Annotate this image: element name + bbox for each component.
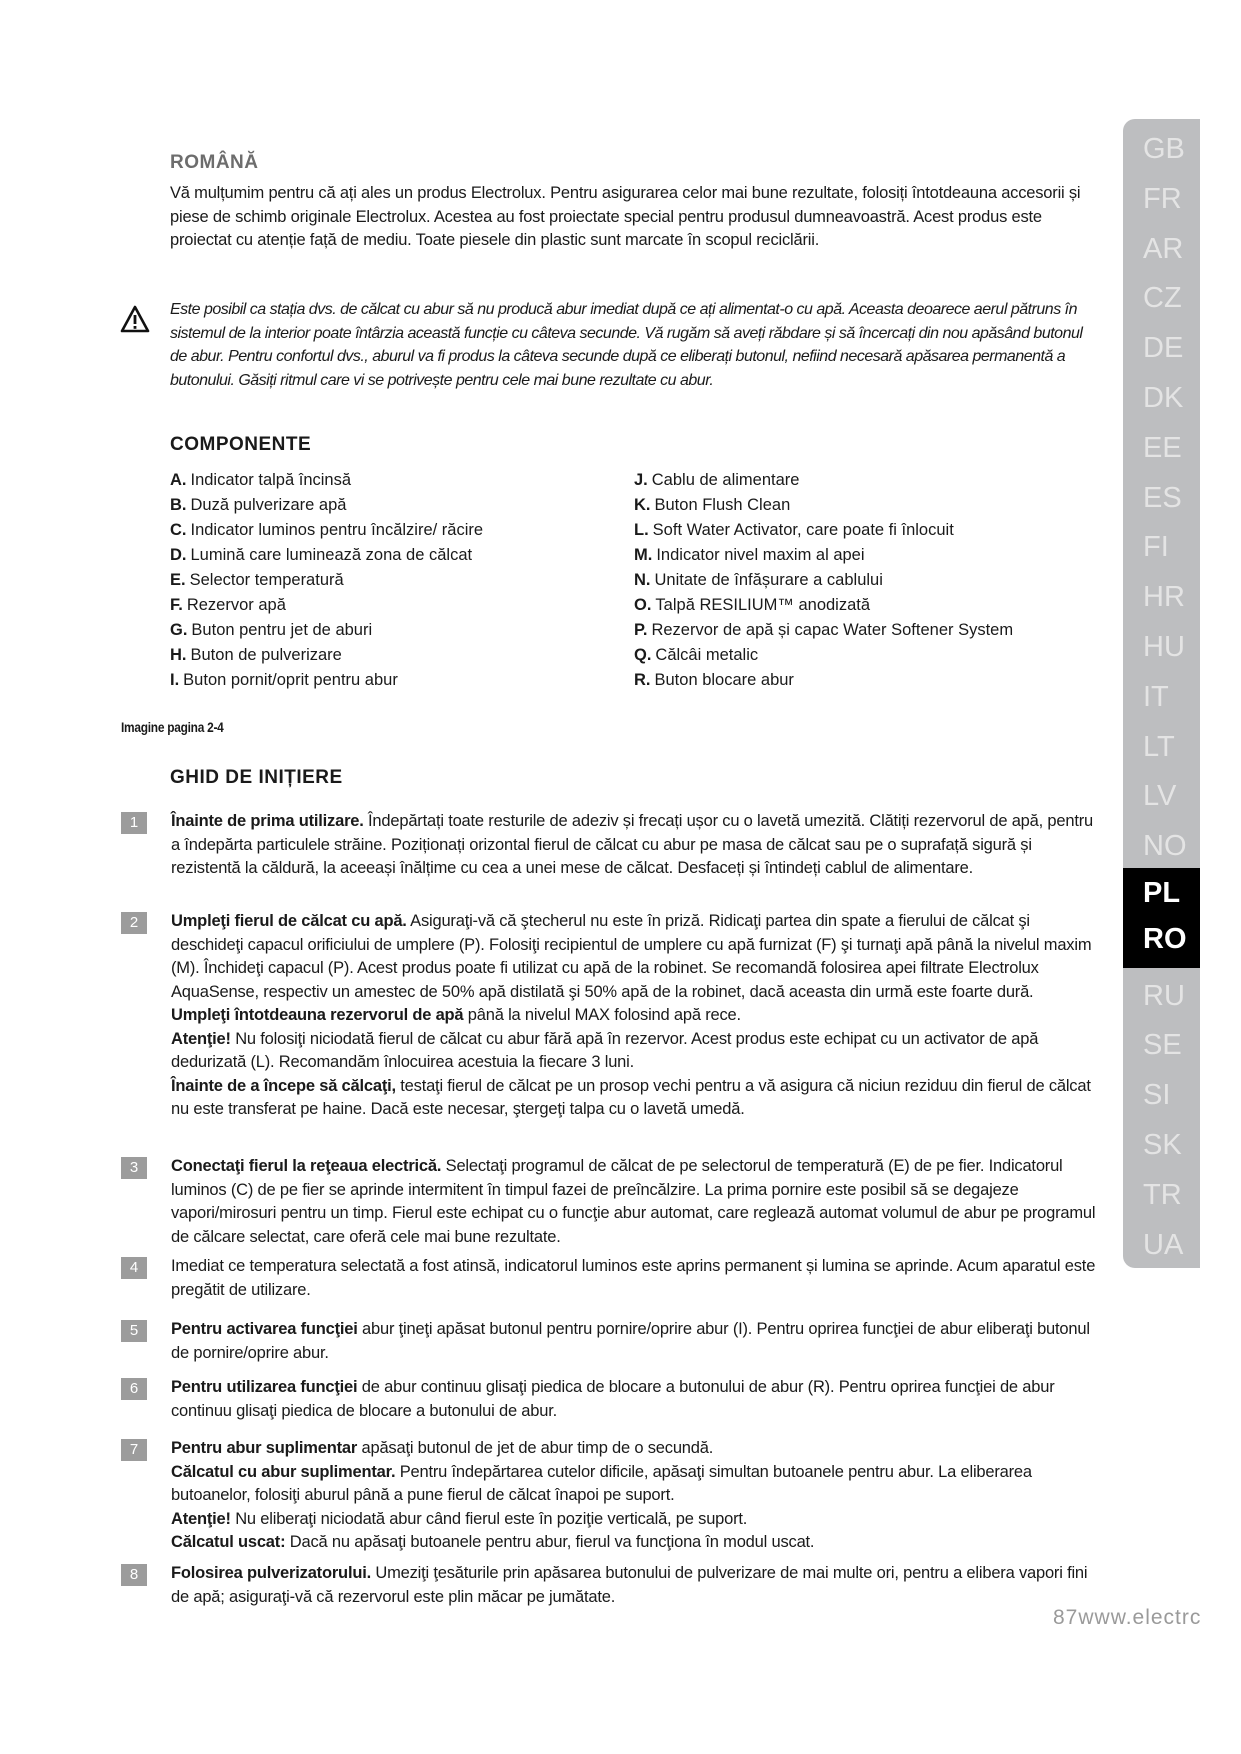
component-label: Selector temperatură [189, 571, 344, 589]
step-bold-lead: Umpleţi fierul de călcat cu apă. [171, 912, 407, 930]
language-tab-no[interactable]: NO [1143, 830, 1187, 863]
step-body: de abur continuu glisaţi piedica de blocare a butonului de abur (R). Pentru oprirea funcţiei de abur continuu glisaţi piedica de blocare a butonului de abur. [171, 1378, 1055, 1420]
language-tab-cz[interactable]: CZ [1143, 282, 1182, 315]
step-body: Nu folosiţi niciodată fierul de călcat cu abur fără apă în rezervor. Acest produs este echipat cu un activator de apă dedurizată (L). Recomandăm înlocuirea acestuia la fiecare 3 luni. [171, 1029, 1039, 1071]
language-tab-fi[interactable]: FI [1143, 531, 1169, 564]
step-paragraph [171, 1075, 1096, 1122]
warning-text: Este posibil ca stația dvs. de călcat cu abur să nu producă abur imediat după ce ați alimentat-o cu apă. Aceasta deoarece aerul pătruns în sistemul de la interior poate întârzia această funcție cu câteva secunde. Vă rugăm să aveți răbdare și să încercați din nou apăsând butonul de abur. Pentru confortul dvs., aburul va fi produs la câteva secunde după ce eliberați butonul, nefiind necesară apăsarea permanentă a butonului. Găsiți ritmul care vi se potrivește pentru cele mai bune rezultate cu abur. [170, 301, 1083, 389]
component-item [170, 543, 483, 568]
component-item [634, 493, 1013, 518]
component-key: E. [170, 571, 186, 589]
language-tab-si[interactable]: SI [1143, 1079, 1171, 1112]
component-key: A. [170, 471, 187, 489]
step-paragraph [171, 1028, 1096, 1075]
component-label: Buton blocare abur [654, 671, 794, 689]
image-reference: Imagine pagina 2-4 [121, 719, 224, 735]
guide-step [121, 1562, 1096, 1609]
component-key: Q. [634, 646, 652, 664]
guide-step [121, 810, 1096, 881]
step-bold-lead: Conectaţi fierul la reţeaua electrică. [171, 1157, 442, 1175]
step-bold-lead: Înainte de a începe să călcaţi, [171, 1076, 396, 1095]
step-text [171, 1437, 1096, 1555]
component-key: C. [170, 521, 187, 539]
language-tab-tr[interactable]: TR [1143, 1178, 1182, 1211]
component-label: Rezervor apă [186, 596, 286, 614]
language-tab-es[interactable]: ES [1143, 481, 1182, 514]
step-text [171, 1155, 1096, 1249]
step-paragraph [171, 1531, 1096, 1555]
component-item [634, 668, 1013, 693]
components-list-left [170, 468, 483, 693]
component-label: Cablu de alimentare [651, 471, 800, 489]
component-item [634, 643, 1013, 668]
language-tab-ee[interactable]: EE [1143, 431, 1182, 464]
component-item [170, 618, 483, 643]
step-bold-lead: Folosirea pulverizatorului. [171, 1564, 371, 1582]
step-body: apăsaţi butonul de jet de abur timp de o secundă. [357, 1439, 714, 1457]
component-key: L. [634, 521, 649, 539]
step-number-badge: 4 [121, 1257, 147, 1279]
step-bold-lead: Pentru utilizarea funcţiei [171, 1378, 358, 1396]
component-item [170, 593, 483, 618]
step-body: Îndepărtați toate resturile de adeziv și frecați ușor cu o lavetă umezită. Clătiți rezervorul de apă, pentru a îndepărta particulele străine. Poziționați orizontal fierul de călcat cu abur pe masa de călcat sau pe o suprafață sigură și rezistentă la căldură, la aceeași înălțime cu cea a unei mese de călcat. Desfaceți și întindeți cablul de alimentare. [171, 812, 1093, 877]
component-key: F. [170, 596, 183, 614]
guide-step [121, 1155, 1096, 1249]
component-key: O. [634, 596, 652, 614]
step-body: Imediat ce temperatura selectată a fost atinsă, indicatorul luminos este aprins permanent și lumina se aprinde. Acum aparatul este pregătit de utilizare. [171, 1257, 1096, 1299]
language-tab-gb[interactable]: GB [1143, 133, 1185, 165]
language-tab-hr[interactable]: HR [1143, 581, 1185, 614]
component-label: Unitate de înfășurare a cablului [654, 571, 883, 589]
component-key: H. [170, 646, 187, 664]
component-label: Buton pornit/oprit pentru abur [183, 671, 398, 689]
component-item [170, 568, 483, 593]
step-bold-lead: Atenţie! [171, 1029, 231, 1048]
step-bold-lead: Pentru activarea funcţiei [171, 1320, 358, 1338]
component-label: Indicator nivel maxim al apei [656, 546, 865, 564]
language-tab-se[interactable]: SE [1143, 1029, 1182, 1062]
step-body: Selectaţi programul de călcat de pe selectorul de temperatură (E) de pe fier. Indicatorul luminos (C) de pe fier se aprinde intermitent în timpul fazei de preîncălzire. La prima pornire este posibil să se degajeze vapori/mirosuri pentru un timp. Fierul este echipat cu o funcţie abur automat, care reglează automat volumul de abur pe programul de călcare selectat, care oferă cele mai bune rezultate. [171, 1157, 1096, 1246]
guide-step [121, 1318, 1096, 1365]
language-tab-sk[interactable]: SK [1143, 1129, 1182, 1161]
step-body: Dacă nu apăsaţi butoanele pentru abur, fierul va funcţiona în modul uscat. [285, 1533, 815, 1551]
step-paragraph [171, 1318, 1096, 1365]
components-heading: COMPONENTE [170, 434, 312, 455]
component-item [170, 493, 483, 518]
language-tab-ro[interactable]: RO [1123, 914, 1200, 968]
component-label: Soft Water Activator, care poate fi înlocuit [652, 521, 954, 539]
step-paragraph [171, 1155, 1096, 1249]
step-text [171, 1318, 1096, 1365]
step-number-badge: 6 [121, 1378, 147, 1400]
language-tab-pl[interactable]: PL [1123, 868, 1200, 918]
step-paragraph [171, 1562, 1096, 1609]
step-number-badge: 8 [121, 1564, 147, 1586]
language-tab-lt[interactable]: LT [1143, 730, 1175, 763]
component-key: I. [170, 671, 180, 689]
step-paragraph [171, 1004, 1096, 1028]
component-item [634, 468, 1013, 493]
component-item [634, 543, 1013, 568]
step-number-badge: 2 [121, 912, 147, 934]
component-item [170, 468, 483, 493]
component-item [170, 668, 483, 693]
step-paragraph [171, 1461, 1096, 1508]
component-label: Călcâi metalic [655, 646, 759, 664]
component-item [634, 593, 1013, 618]
guide-heading: GHID DE INIȚIERE [170, 767, 343, 788]
guide-step [121, 1255, 1096, 1302]
step-bold-lead: Călcatul uscat: [171, 1533, 286, 1551]
step-number-badge: 5 [121, 1320, 147, 1342]
component-label: Duză pulverizare apă [190, 496, 347, 514]
guide-step [121, 910, 1096, 1122]
step-bold-lead: Călcatul cu abur suplimentar. [171, 1462, 396, 1481]
guide-step [121, 1376, 1096, 1423]
component-key: R. [634, 671, 651, 689]
step-body: Nu eliberaţi niciodată abur când fierul este în poziţie verticală, pe suport. [230, 1509, 748, 1528]
step-number-badge: 3 [121, 1157, 147, 1179]
intro-paragraph: Vă mulțumim pentru că ați ales un produs Electrolux. Pentru asigurarea celor mai bune rezultate, folosiți întotdeauna accesorii și piese de schimb originale Electrolux. Acestea au fost proiectate special pentru produsul dumneavoastră. Acest produs este proiectat cu atenție față de mediu. Toate piesele din plastic sunt marcate în scopul reciclării. [170, 184, 1081, 249]
step-body: Pentru îndepărtarea cutelor dificile, apăsaţi simultan butoanele pentru abur. La eliberarea butoanelor, folosiţi aburul până a pune fierul de călcat înapoi pe suport. [171, 1462, 1032, 1504]
step-number-badge: 1 [121, 812, 147, 834]
component-item [634, 518, 1013, 543]
component-item [634, 568, 1013, 593]
components-list-right [634, 468, 1013, 693]
language-tab-hu[interactable]: HU [1143, 631, 1185, 663]
step-paragraph [171, 1508, 1096, 1532]
warning-icon [120, 305, 150, 333]
language-tab-dk[interactable]: DK [1143, 382, 1184, 414]
component-key: K. [634, 496, 651, 514]
step-paragraph [171, 1437, 1096, 1461]
language-tab-de[interactable]: DE [1143, 332, 1184, 365]
step-body: testaţi fierul de călcat pe un prosop vechi pentru a vă asigura că niciun reziduu din fierul de călcat nu este transferat pe haine. Dacă este necesar, ştergeţi talpa cu o lavetă umedă. [171, 1076, 1091, 1118]
language-tab-ua[interactable]: UA [1143, 1228, 1184, 1261]
step-body: Asiguraţi-vă că ştecherul nu este în priză. Ridicaţi partea din spate a fierului de călcat şi deschideţi capacul orificiului de umplere (P). Folosiţi recipientul de umplere cu apă furnizat (F) şi turnaţi apă până la nivelul maxim (M). Închideţi capacul (P). Acest produs poate fi utilizat cu apă de la robinet. Se recomandă folosirea apei filtrate Electrolux AquaSense, respectiv un amestec de 50% apă distilată şi 50% apă de la robinet, dacă aceasta din urmă este foarte dură. [171, 912, 1092, 1001]
step-bold-lead: Înainte de prima utilizare. [171, 812, 364, 830]
step-number-badge: 7 [121, 1439, 147, 1461]
component-key: M. [634, 546, 653, 564]
component-label: Indicator talpă încinsă [190, 471, 352, 489]
component-label: Indicator luminos pentru încălzire/ răcire [190, 521, 484, 539]
component-item [170, 643, 483, 668]
step-body: abur ţineţi apăsat butonul pentru pornire/oprire abur (I). Pentru oprirea funcţiei de abur eliberaţi butonul de pornire/oprire abur. [171, 1320, 1090, 1362]
language-tab-ar[interactable]: AR [1143, 232, 1184, 265]
step-bold-lead: Umpleţi întotdeauna rezervorul de apă [171, 1006, 464, 1024]
step-text [171, 1376, 1096, 1423]
language-tab-lv[interactable]: LV [1143, 780, 1177, 813]
component-item [170, 518, 483, 543]
step-paragraph [171, 1376, 1096, 1423]
step-text [171, 810, 1096, 881]
step-body: Umeziţi ţesăturile prin apăsarea butonului de pulverizare de mai multe ori, pentru a elibera vapori fini de apă; asiguraţi-vă că rezervorul este plin măcar pe jumătate. [171, 1564, 1088, 1606]
step-paragraph [171, 810, 1096, 881]
language-heading: ROMÂNĂ [170, 152, 259, 173]
component-key: B. [170, 496, 187, 514]
component-label: Talpă RESILIUM™ anodizată [655, 596, 871, 614]
step-body: până la nivelul MAX folosind apă rece. [463, 1006, 741, 1024]
step-text [171, 910, 1096, 1122]
component-label: Lumină care luminează zona de călcat [190, 546, 473, 564]
language-tab-ru[interactable]: RU [1143, 979, 1185, 1012]
step-bold-lead: Atenţie! [171, 1509, 231, 1528]
language-tab-fr[interactable]: FR [1143, 182, 1182, 215]
component-label: Buton pentru jet de aburi [191, 621, 373, 639]
language-tab-it[interactable]: IT [1143, 680, 1169, 713]
component-key: J. [634, 471, 648, 489]
step-paragraph [171, 910, 1096, 1004]
component-key: P. [634, 621, 648, 639]
component-item [634, 618, 1013, 643]
step-text [171, 1562, 1096, 1609]
component-label: Buton Flush Clean [654, 496, 791, 514]
step-paragraph [171, 1255, 1096, 1302]
language-tab-bar [1123, 119, 1200, 1268]
component-key: N. [634, 571, 651, 589]
guide-step [121, 1437, 1096, 1555]
component-label: Buton de pulverizare [190, 646, 342, 664]
step-bold-lead: Pentru abur suplimentar [171, 1439, 358, 1457]
page-footer: 87www.electrc [1053, 1606, 1202, 1629]
component-label: Rezervor de apă și capac Water Softener System [651, 621, 1014, 639]
step-text [171, 1255, 1096, 1302]
component-key: G. [170, 621, 188, 639]
component-key: D. [170, 546, 187, 564]
